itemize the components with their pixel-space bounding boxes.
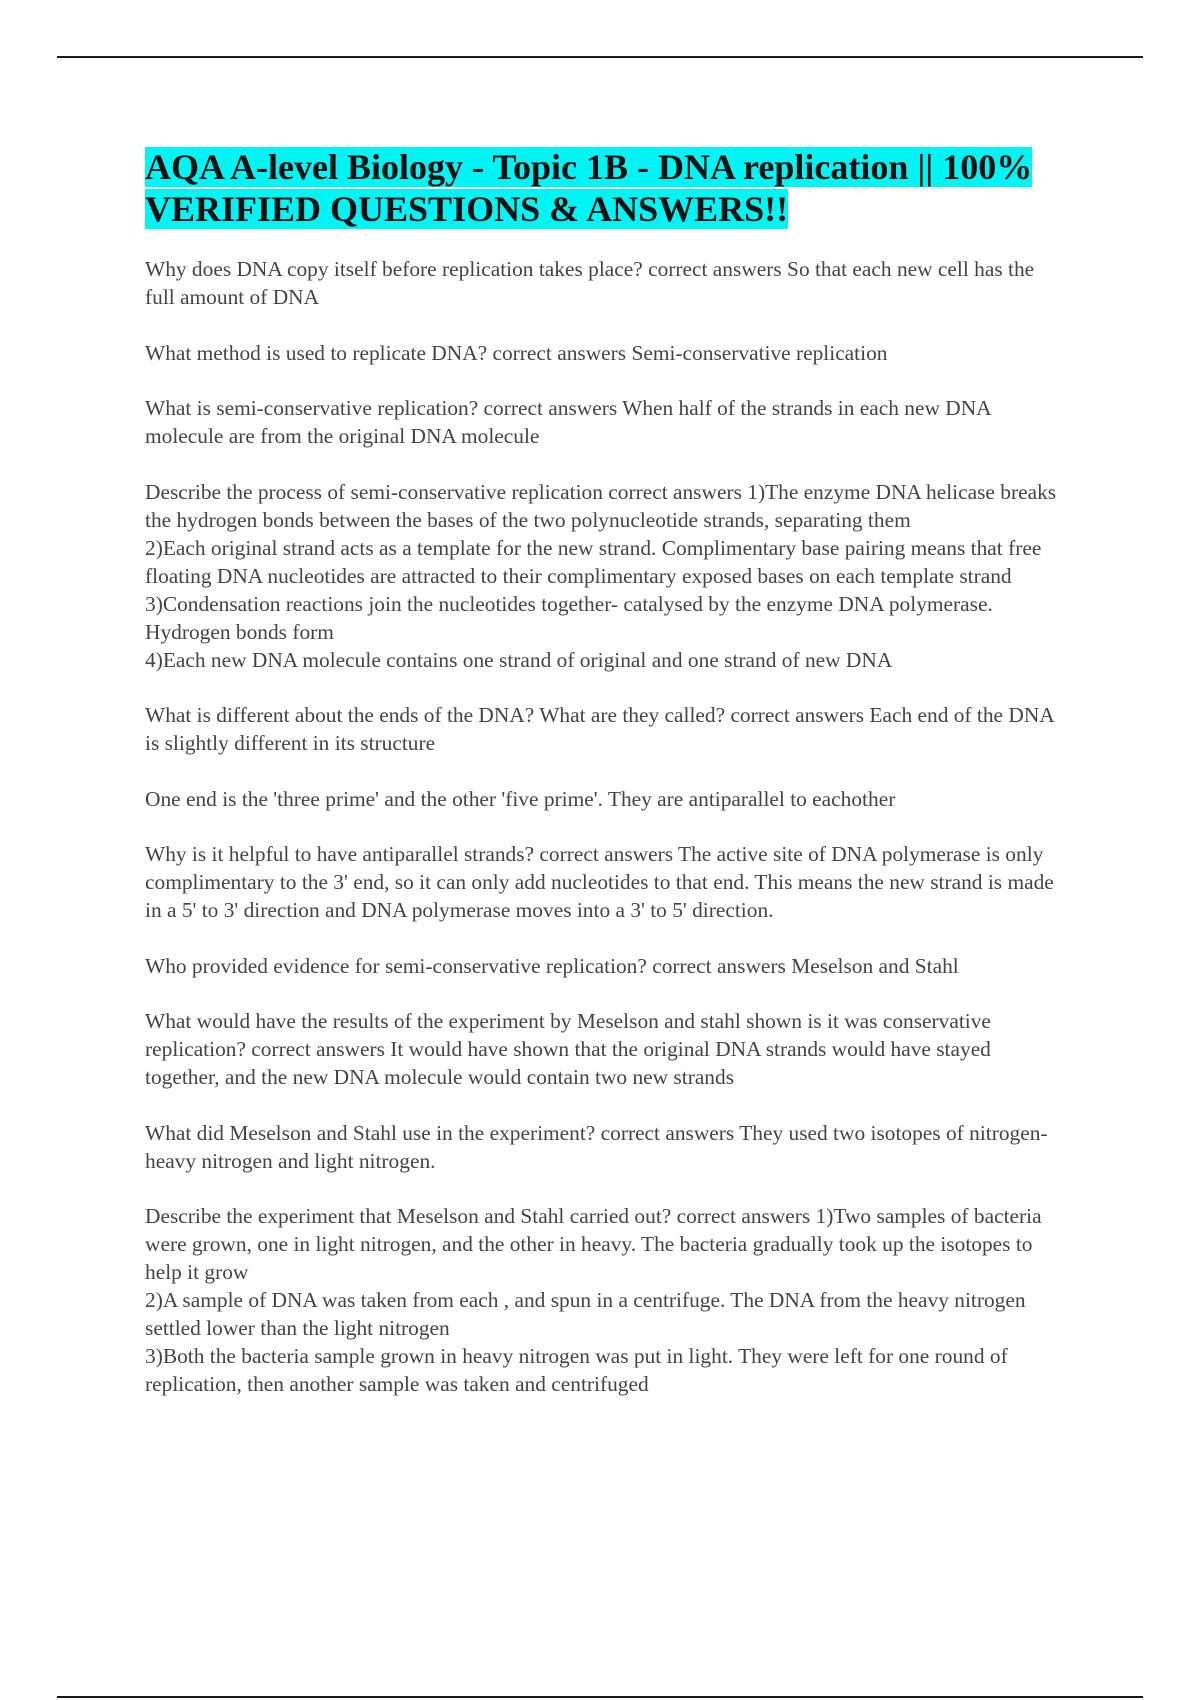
qa-item-6 xyxy=(145,785,1060,813)
qa-item-8 xyxy=(145,952,1060,980)
qa-item-9 xyxy=(145,1007,1060,1091)
qa-item-5 xyxy=(145,701,1060,757)
qa-text-step-2: 2)A sample of DNA was taken from each , and spun in a centrifuge. The DNA from the heavy nitrogen settled lower than the light nitrogen xyxy=(145,1288,1026,1340)
qa-text: What method is used to replicate DNA? correct answers Semi-conservative replication xyxy=(145,340,888,365)
qa-item-10 xyxy=(145,1119,1060,1175)
qa-item-2 xyxy=(145,339,1060,367)
qa-text-step-4: 4)Each new DNA molecule contains one strand of original and one strand of new DNA xyxy=(145,647,893,672)
top-rule xyxy=(57,56,1143,58)
qa-text: Why is it helpful to have antiparallel strands? correct answers The active site of DNA polymerase is only complimentary to the 3' end, so it can only add nucleotides to that end. This means the new strand is made in a 5' to 3' direction and DNA polymerase moves into a 3' to 5' direction. xyxy=(145,842,1054,922)
qa-text: What would have the results of the experiment by Meselson and stahl shown is it was conservative replication? correct answers It would have shown that the original DNA strands would have stayed together, and the new DNA molecule would contain two new strands xyxy=(145,1009,991,1089)
qa-text-step-3: 3)Both the bacteria sample grown in heavy nitrogen was put in light. They were left for one round of replication, then another sample was taken and centrifuged xyxy=(145,1344,1008,1396)
document-title xyxy=(145,146,1060,230)
qa-text: What did Meselson and Stahl use in the experiment? correct answers They used two isotopes of nitrogen- heavy nitrogen and light nitrogen. xyxy=(145,1120,1048,1173)
qa-text-step-3: 3)Condensation reactions join the nucleotides together- catalysed by the enzyme DNA polymerase. Hydrogen bonds form xyxy=(145,591,993,644)
document-body xyxy=(145,146,1060,1426)
qa-text: One end is the 'three prime' and the other 'five prime'. They are antiparallel to eachother xyxy=(145,786,896,811)
qa-text: Who provided evidence for semi-conservative replication? correct answers Meselson and Stahl xyxy=(145,953,959,978)
qa-text: What is semi-conservative replication? correct answers When half of the strands in each new DNA molecule are from the original DNA molecule xyxy=(145,396,991,448)
qa-text: Describe the experiment that Meselson and Stahl carried out? correct answers 1)Two samples of bacteria were grown, one in light nitrogen, and the other in heavy. The bacteria gradually took up the isotopes to help it grow xyxy=(145,1204,1042,1284)
qa-item-7 xyxy=(145,840,1060,924)
qa-item-4 xyxy=(145,478,1060,674)
qa-item-1 xyxy=(145,255,1060,311)
qa-text: Describe the process of semi-conservative replication correct answers 1)The enzyme DNA helicase breaks the hydrogen bonds between the bases of the two polynucleotide strands, separating them xyxy=(145,479,1057,532)
qa-item-11 xyxy=(145,1202,1060,1398)
qa-text: Why does DNA copy itself before replication takes place? correct answers So that each new cell has the full amount of DNA xyxy=(145,257,1035,309)
document-title-text: AQA A-level Biology - Topic 1B - DNA replication || 100% VERIFIED QUESTIONS & ANSWERS!! xyxy=(145,147,1033,229)
qa-item-3 xyxy=(145,394,1060,450)
bottom-rule xyxy=(57,1696,1143,1698)
qa-text: What is different about the ends of the DNA? What are they called? correct answers Each end of the DNA is slightly different in its structure xyxy=(145,703,1054,755)
qa-text-step-2: 2)Each original strand acts as a template for the new strand. Complimentary base pairing means that free floating DNA nucleotides are attracted to their complimentary exposed bases on each template strand xyxy=(145,535,1042,588)
